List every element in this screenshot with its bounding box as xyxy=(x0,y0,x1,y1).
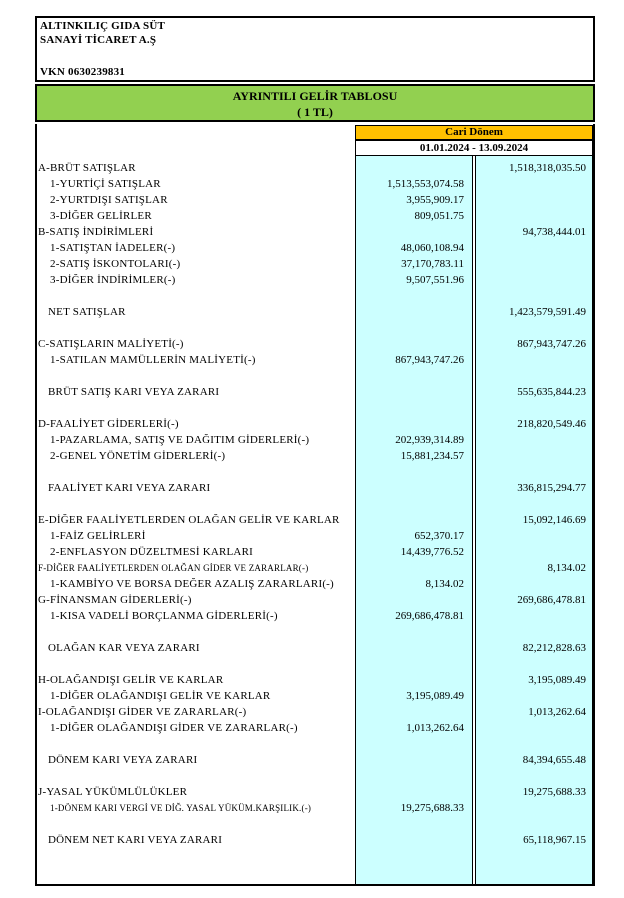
row-detail-amount: 1,513,553,074.58 xyxy=(387,178,464,190)
row-detail-amount: 37,170,783.11 xyxy=(401,258,464,270)
row-detail-amount: 1,013,262.64 xyxy=(406,722,464,734)
row-total-amount: 19,275,688.33 xyxy=(522,786,586,798)
row-total-amount: 1,518,318,035.50 xyxy=(509,162,586,174)
tax-number: VKN 0630239831 xyxy=(40,66,125,78)
row-total-amount: 82,212,828.63 xyxy=(522,642,586,654)
row-total-amount: 867,943,747.26 xyxy=(517,338,586,350)
row-label: G-FİNANSMAN GİDERLERİ(-) xyxy=(38,594,192,606)
bottom-border xyxy=(35,884,595,886)
row-total-amount: 84,394,655.48 xyxy=(522,754,586,766)
row-total-amount: 218,820,549.46 xyxy=(517,418,586,430)
row-detail-amount: 202,939,314.89 xyxy=(395,434,464,446)
row-label: 1-YURTİÇİ SATIŞLAR xyxy=(50,178,161,190)
row-label: DÖNEM NET KARI VEYA ZARARI xyxy=(48,834,223,846)
row-label: 2-YURTDIŞI SATIŞLAR xyxy=(50,194,168,206)
row-label: B-SATIŞ İNDİRİMLERİ xyxy=(38,226,154,238)
row-label: 2-GENEL YÖNETİM GİDERLERİ(-) xyxy=(50,450,226,462)
row-total-amount: 65,118,967.15 xyxy=(523,834,586,846)
row-label: 2-SATIŞ İSKONTOLARI(-) xyxy=(50,258,181,270)
row-label: J-YASAL YÜKÜMLÜLÜKLER xyxy=(38,786,188,798)
row-label: 1-SATIŞTAN İADELER(-) xyxy=(50,242,176,254)
row-label: 1-PAZARLAMA, SATIŞ VE DAĞITIM GİDERLERİ(-) xyxy=(50,434,310,446)
row-label: FAALİYET KARI VEYA ZARARI xyxy=(48,482,211,494)
row-detail-amount: 867,943,747.26 xyxy=(395,354,464,366)
row-label: 1-DİĞER OLAĞANDIŞI GİDER VE ZARARLAR(-) xyxy=(50,722,298,734)
row-total-amount: 94,738,444.01 xyxy=(522,226,586,238)
row-label: 3-DİĞER GELİRLER xyxy=(50,210,152,222)
period-label: Cari Dönem xyxy=(355,125,593,140)
row-label: 1-DİĞER OLAĞANDIŞI GELİR VE KARLAR xyxy=(50,690,271,702)
row-label: 1-FAİZ GELİRLERİ xyxy=(50,530,146,542)
row-total-amount: 336,815,294.77 xyxy=(517,482,586,494)
row-label: 1-KAMBİYO VE BORSA DEĞER AZALIŞ ZARARLARI(-) xyxy=(50,578,334,590)
row-detail-amount: 19,275,688.33 xyxy=(400,802,464,814)
row-total-amount: 1,013,262.64 xyxy=(528,706,586,718)
row-label: C-SATIŞLARIN MALİYETİ(-) xyxy=(38,338,184,350)
company-header xyxy=(35,16,595,82)
row-label: 1-SATILAN MAMÜLLERİN MALİYETİ(-) xyxy=(50,354,256,366)
row-detail-amount: 3,195,089.49 xyxy=(406,690,464,702)
row-detail-amount: 269,686,478.81 xyxy=(395,610,464,622)
company-name-line2: SANAYİ TİCARET A.Ş xyxy=(40,34,157,46)
row-detail-amount: 8,134.02 xyxy=(425,578,464,590)
row-label: I-OLAĞANDIŞI GİDER VE ZARARLAR(-) xyxy=(38,706,247,718)
row-detail-amount: 809,051.75 xyxy=(414,210,464,222)
row-label: 2-ENFLASYON DÜZELTMESİ KARLARI xyxy=(50,546,253,558)
row-label: BRÜT SATIŞ KARI VEYA ZARARI xyxy=(48,386,220,398)
row-label: DÖNEM KARI VEYA ZARARI xyxy=(48,754,198,766)
company-name-line1: ALTINKILIÇ GIDA SÜT xyxy=(40,20,166,32)
report-title: AYRINTILI GELİR TABLOSU xyxy=(232,89,398,103)
row-label: 3-DİĞER İNDİRİMLER(-) xyxy=(50,274,176,286)
row-detail-amount: 48,060,108.94 xyxy=(400,242,464,254)
row-detail-amount: 14,439,776.52 xyxy=(400,546,464,558)
row-label: H-OLAĞANDIŞI GELİR VE KARLAR xyxy=(38,674,224,686)
row-label: F-DİĞER FAALİYETLERDEN OLAĞAN GİDER VE ZARARLAR(-) xyxy=(38,563,309,573)
row-detail-amount: 9,507,551.96 xyxy=(406,274,464,286)
row-label: NET SATIŞLAR xyxy=(48,306,126,318)
period-dates: 01.01.2024 - 13.09.2024 xyxy=(355,140,593,156)
row-total-amount: 8,134.02 xyxy=(547,562,586,574)
row-label: D-FAALİYET GİDERLERİ(-) xyxy=(38,418,179,430)
row-total-amount: 269,686,478.81 xyxy=(517,594,586,606)
right-border xyxy=(593,124,595,886)
row-label: OLAĞAN KAR VEYA ZARARI xyxy=(48,642,200,654)
row-detail-amount: 15,881,234.57 xyxy=(400,450,464,462)
row-total-amount: 1,423,579,591.49 xyxy=(509,306,586,318)
row-total-amount: 15,092,146.69 xyxy=(522,514,586,526)
left-border xyxy=(35,124,37,886)
report-currency-unit: ( 1 TL) xyxy=(297,105,333,119)
row-label: A-BRÜT SATIŞLAR xyxy=(38,162,136,174)
row-total-amount: 3,195,089.49 xyxy=(528,674,586,686)
row-total-amount: 555,635,844.23 xyxy=(517,386,586,398)
report-title-box xyxy=(35,84,595,122)
row-label: 1-DÖNEM KARI VERGİ VE DİĞ. YASAL YÜKÜM.KARŞILIK.(-) xyxy=(50,803,312,813)
row-detail-amount: 3,955,909.17 xyxy=(406,194,464,206)
row-label: E-DİĞER FAALİYETLERDEN OLAĞAN GELİR VE KARLAR xyxy=(38,514,340,526)
row-label: 1-KISA VADELİ BORÇLANMA GİDERLERİ(-) xyxy=(50,610,278,622)
row-detail-amount: 652,370.17 xyxy=(414,530,464,542)
